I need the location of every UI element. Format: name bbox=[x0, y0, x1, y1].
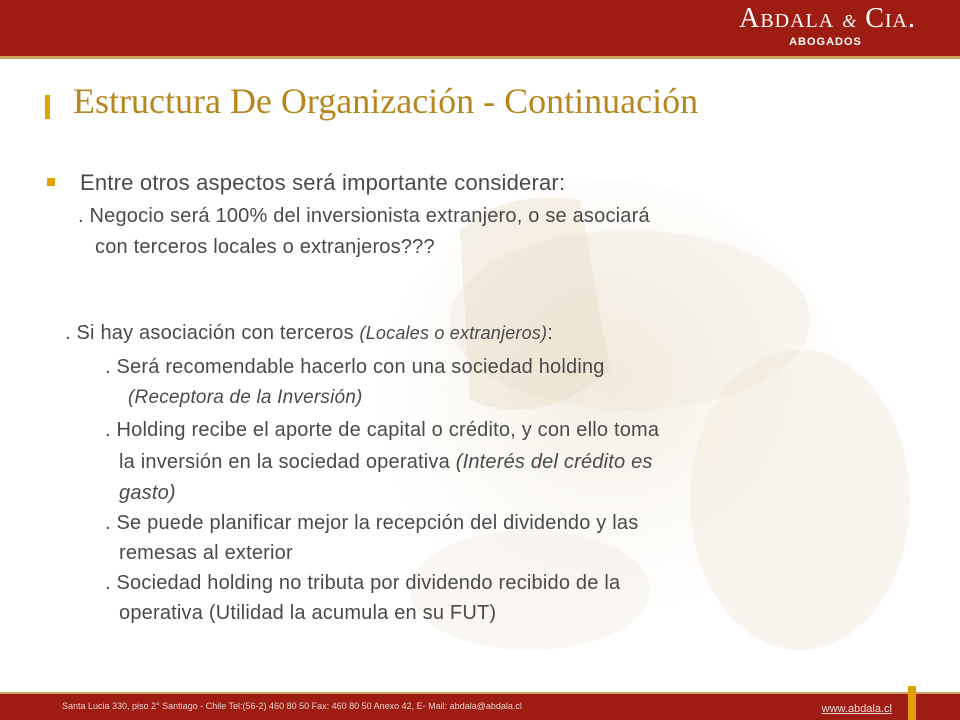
logo-name-part: Cia. bbox=[865, 3, 916, 34]
sub-point-2-line-2 bbox=[119, 451, 653, 474]
sub-point-2-line-1: . Holding recibe el aporte de capital o crédito, y con ello toma bbox=[105, 419, 660, 441]
slide-title: Estructura De Organización - Continuación bbox=[73, 81, 699, 121]
sub-point-4-line-1: . Sociedad holding no tributa por dividendo recibido de la bbox=[105, 572, 621, 594]
sub-point-2-line-3: gasto) bbox=[119, 482, 176, 504]
logo-name-part: Abdala bbox=[739, 3, 835, 34]
intro-bullet bbox=[47, 178, 55, 186]
point-2-text: . Si hay asociación con terceros bbox=[65, 322, 360, 344]
point-2-italic: (Locales o extranjeros) bbox=[359, 323, 548, 343]
footer-accent-bar bbox=[908, 686, 916, 720]
sub-point-4-line-2: operativa (Utilidad la acumula en su FUT) bbox=[119, 602, 497, 624]
intro-text: Entre otros aspectos será importante considerar: bbox=[80, 170, 566, 195]
footer-rule bbox=[0, 692, 960, 694]
sub-point-2-italic: (Interés del crédito es bbox=[455, 451, 653, 473]
sub-point-3-line-2: remesas al exterior bbox=[119, 542, 293, 564]
footer-bar bbox=[0, 692, 960, 720]
point-1-line-2: con terceros locales o extranjeros??? bbox=[95, 236, 435, 258]
sub-point-1-line-2: (Receptora de la Inversión) bbox=[128, 387, 363, 408]
point-2-colon: : bbox=[547, 322, 553, 344]
footer-contact-info: Santa Lucia 330, piso 2° Santiago - Chile Tel:(56-2) 460 80 50 Fax: 460 80 50 Anexo 42, E- Mail: abdala@abdala.cl bbox=[62, 701, 522, 711]
logo-ampersand: & bbox=[842, 11, 858, 31]
logo-subtitle: ABOGADOS bbox=[789, 36, 862, 48]
point-1-line-1: . Negocio será 100% del inversionista extranjero, o se asociará bbox=[78, 205, 650, 227]
website-link[interactable]: www.abdala.cl bbox=[821, 703, 892, 715]
point-2-line bbox=[65, 322, 553, 345]
sub-point-2-text: la inversión en la sociedad operativa bbox=[119, 451, 456, 473]
sub-point-1-line-1: . Será recomendable hacerlo con una sociedad holding bbox=[105, 356, 605, 378]
sub-point-3-line-1: . Se puede planificar mejor la recepción del dividendo y las bbox=[105, 512, 639, 534]
